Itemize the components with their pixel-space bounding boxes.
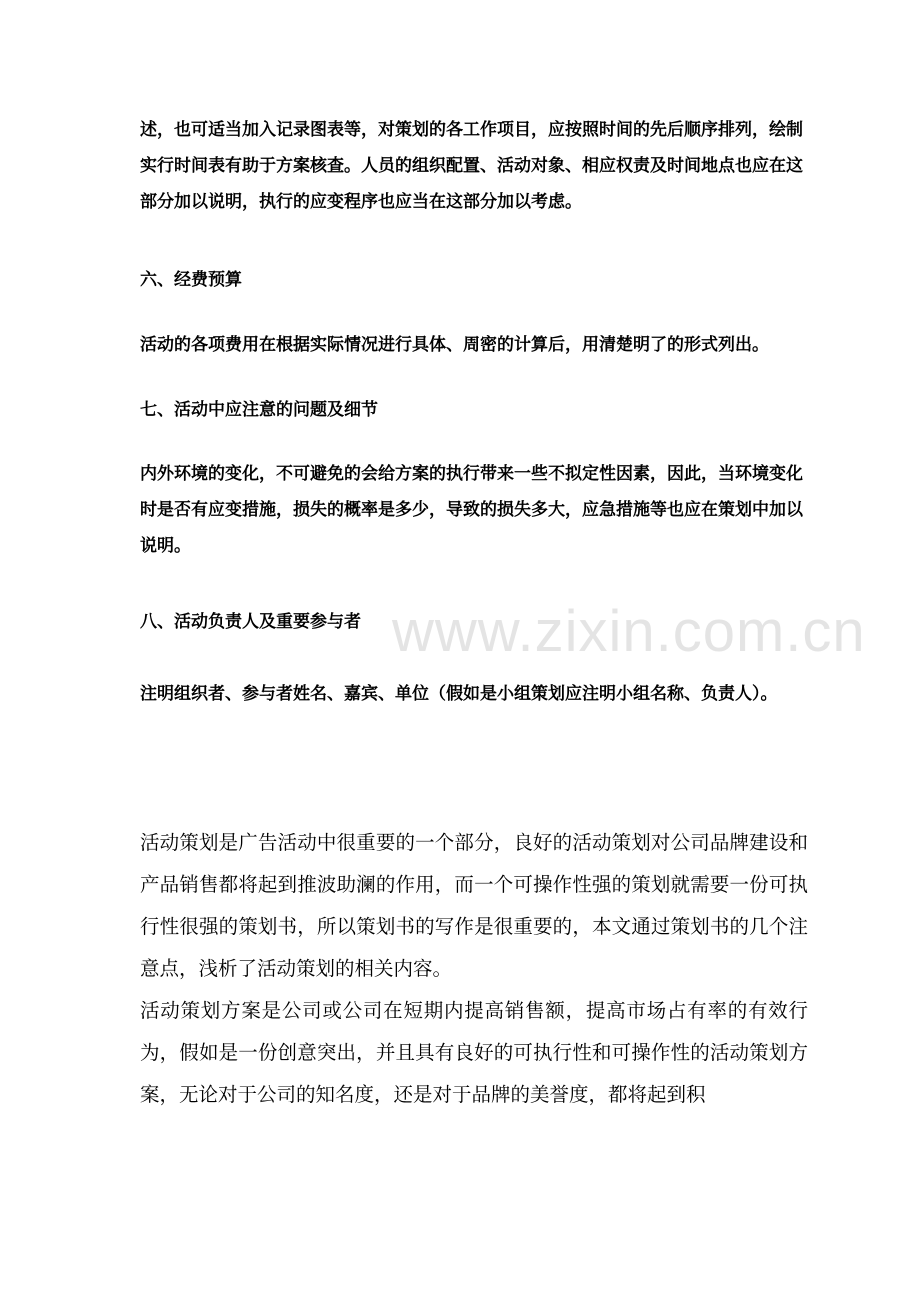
section-8-heading: 八、活动负责人及重要参与者 — [140, 612, 361, 632]
section-6-heading: 六、经费预算 — [140, 270, 242, 290]
section-8-body: 注明组织者、参与者姓名、嘉宾、单位（假如是小组策划应注明小组名称、负责人）。 — [140, 684, 778, 704]
section-7-body: 内外环境的变化，不可避免的会给方案的执行带来一些不拟定性因素，因此，当环境变化时是否有应变措施，损失的概率是多少，导致的损失多大，应急措施等也应在策划中加以说明。 — [140, 464, 803, 556]
section-7-heading: 七、活动中应注意的问题及细节 — [140, 400, 378, 420]
watermark: www.zixin.com.cn — [392, 599, 866, 664]
section-6-body: 活动的各项费用在根据实际情况进行具体、周密的计算后，用清楚明了的形式列出。 — [140, 335, 769, 355]
intro-tail-paragraph: 述，也可适当加入记录图表等，对策划的各工作项目，应按照时间的先后顺序排列，绘制实行时间表有助于方案核查。人员的组织配置、活动对象、相应权责及时间地点也应在这部分加以说明，执行的应变程序也应当在这部分加以考虑。 — [140, 120, 803, 212]
body-paragraph-2: 活动策划方案是公司或公司在短期内提高销售额，提高市场占有率的有效行为，假如是一份创意突出，并且具有良好的可执行性和可操作性的活动策划方案，无论对于公司的知名度，还是对于品牌的美誉度，都将起到积 — [140, 999, 808, 1106]
body-paragraph-1: 活动策划是广告活动中很重要的一个部分，良好的活动策划对公司品牌建设和产品销售都将起到推波助澜的作用，而一个可操作性强的策划就需要一份可执行性很强的策划书，所以策划书的写作是很重要的，本文通过策划书的几个注意点，浅析了活动策划的相关内容。 — [140, 831, 808, 980]
